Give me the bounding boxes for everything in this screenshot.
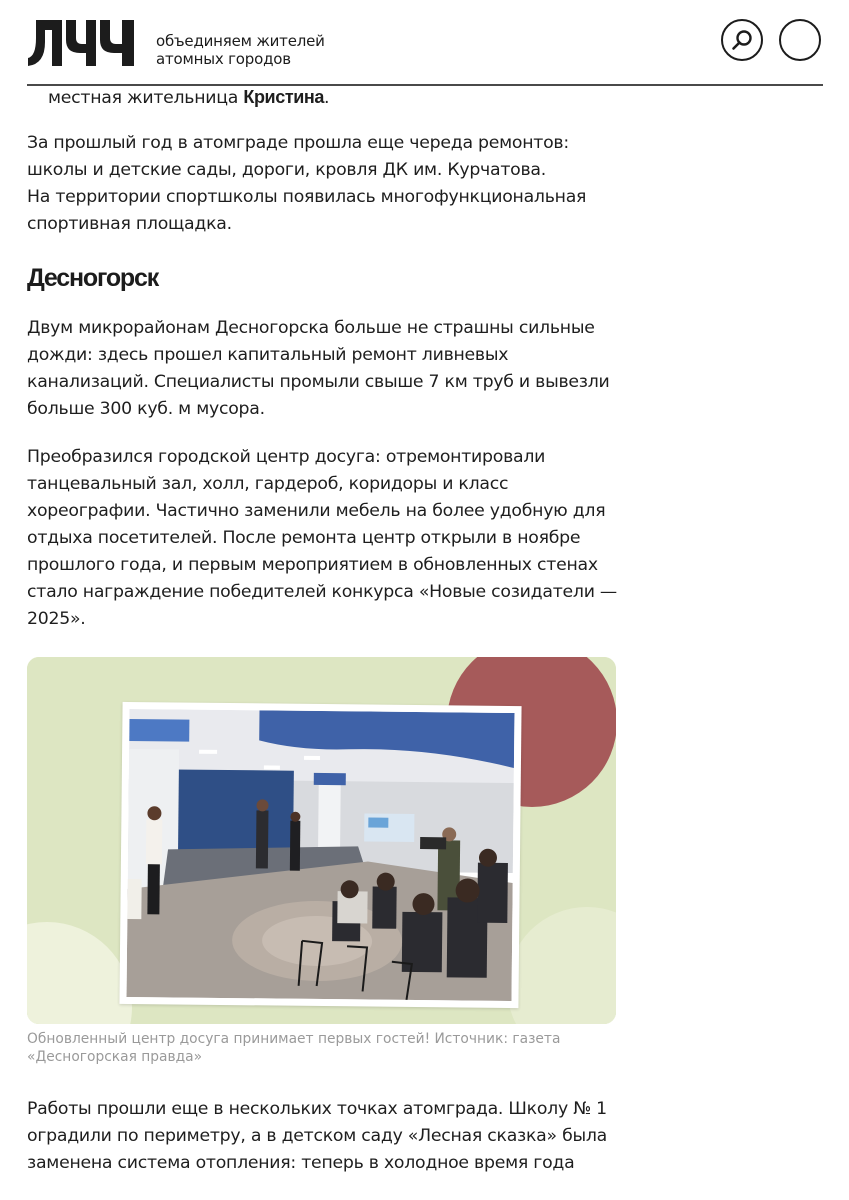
tagline-line-2: атомных городов [156, 50, 291, 68]
photo-frame [119, 702, 521, 1008]
quote-attribution-suffix: . [324, 88, 330, 108]
article-photo[interactable] [27, 657, 616, 1024]
event-photo [127, 709, 515, 1001]
paragraph-line: канализаций. Специалисты промыли свыше 7 км труб и вывезли [27, 372, 610, 392]
paragraph-line: прошлого года, и первым мероприятием в обновленных стенах [27, 555, 598, 575]
paragraph-line: школы и детские сады, дороги, кровля ДК им. Курчатова. [27, 160, 546, 180]
paragraph-line: На территории спортшколы появилась многофункциональная [27, 187, 587, 207]
paragraph-repairs [27, 130, 627, 238]
paragraph-line: заменена система отопления: теперь в холодное время года [27, 1153, 575, 1173]
paragraph-line: оградили по периметру, а в детском саду «Лесная сказка» была [27, 1126, 608, 1146]
paragraph-line: хореографии. Частично заменили мебель на более удобную для [27, 501, 606, 521]
paragraph-drainage [27, 315, 627, 423]
paragraph-line: спортивная площадка. [27, 214, 232, 234]
paragraph-line: 2025». [27, 609, 86, 629]
site-logo[interactable] [26, 18, 136, 66]
paragraph-line: стало награждение победителей конкурса «Новые созидатели — [27, 582, 617, 602]
paragraph-other-works [27, 1096, 627, 1177]
site-tagline [156, 32, 325, 68]
tagline-line-1: объединяем жителей [156, 32, 325, 50]
site-header [0, 0, 849, 86]
paragraph-line: Работы прошли еще в нескольких точках атомграда. Школу № 1 [27, 1099, 607, 1119]
search-button[interactable] [721, 19, 763, 61]
search-icon [730, 28, 754, 52]
logo-letter-l [28, 20, 62, 66]
paragraph-line: отдыха посетителей. После ремонта центр открыли в ноябре [27, 528, 581, 548]
paragraph-line: дожди: здесь прошел капитальный ремонт ливневых [27, 345, 509, 365]
paragraph-line: Двум микрорайонам Десногорска больше не страшны сильные [27, 318, 595, 338]
paragraph-line: За прошлый год в атомграде прошла еще череда ремонтов: [27, 133, 569, 153]
paragraph-line: танцевальный зал, холл, гардероб, коридоры и класс [27, 474, 509, 494]
quote-attribution-prefix: местная жительница [48, 88, 244, 108]
menu-button[interactable] [779, 19, 821, 61]
caption-line: «Десногорская правда» [27, 1049, 203, 1065]
paragraph-line: больше 300 куб. м мусора. [27, 399, 265, 419]
logo-letter-u [66, 20, 96, 66]
quote-attribution [48, 84, 608, 112]
section-heading: Десногорск [27, 264, 159, 292]
photo-caption [27, 1030, 627, 1066]
paragraph-line: Преобразился городской центр досуга: отремонтировали [27, 447, 546, 467]
paragraph-leisure-center [27, 444, 627, 633]
caption-line: Обновленный центр досуга принимает первых гостей! Источник: газета [27, 1031, 561, 1047]
quote-attribution-name: Кристина [243, 87, 324, 107]
logo-letter-ch [100, 20, 134, 66]
